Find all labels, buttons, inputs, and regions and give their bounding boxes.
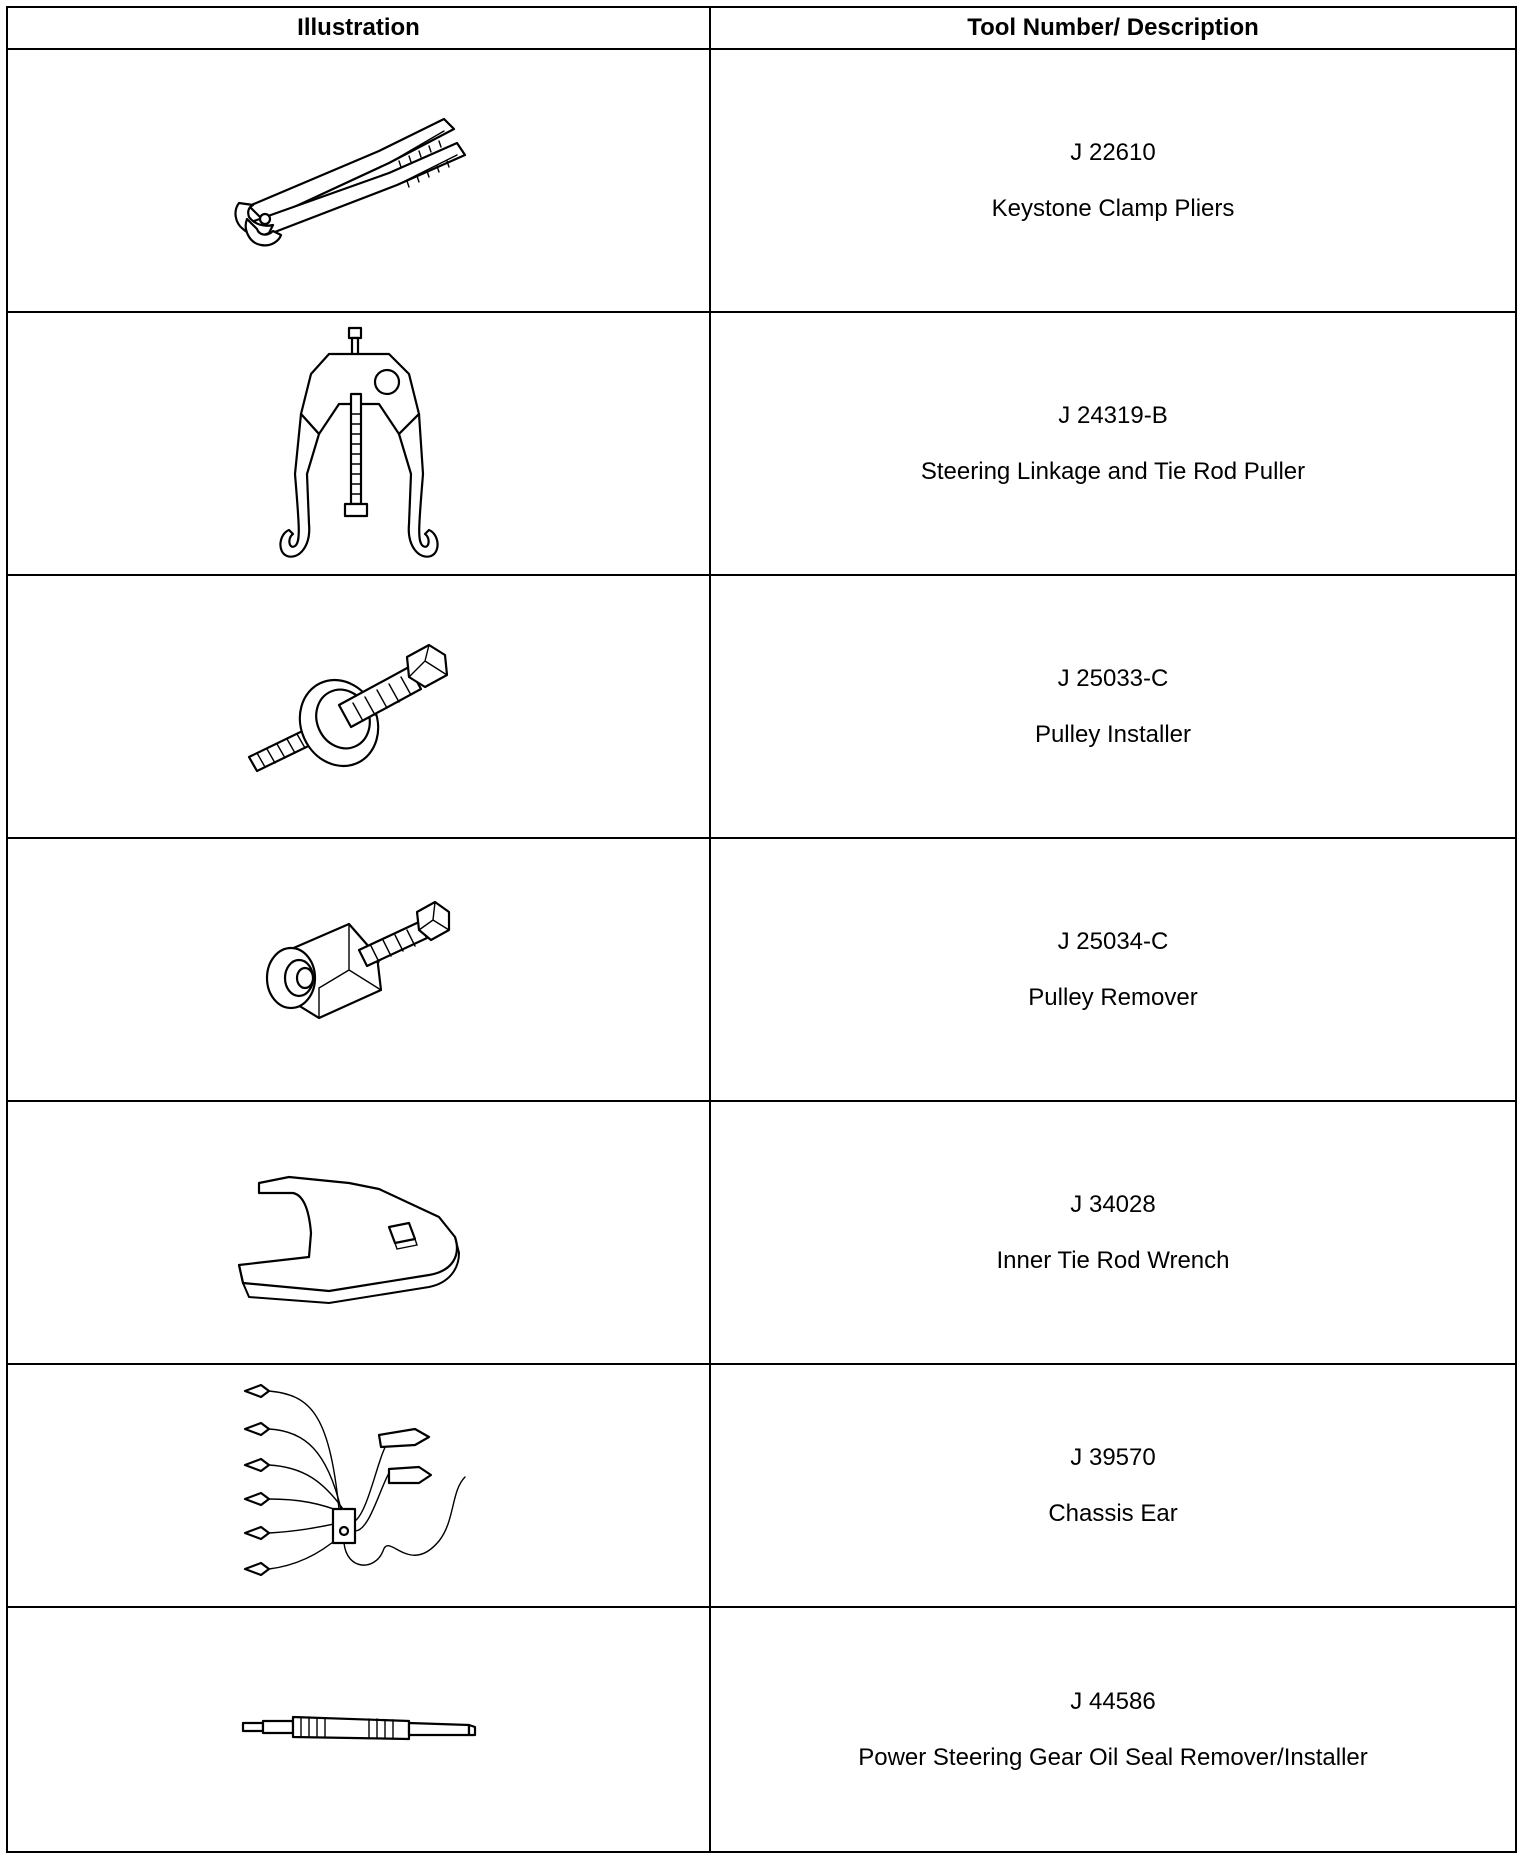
pulley-installer-illustration xyxy=(239,627,479,787)
table-row xyxy=(7,1364,1516,1607)
tool-description: Keystone Clamp Pliers xyxy=(991,194,1235,222)
tool-description: Pulley Installer xyxy=(1034,720,1192,748)
tool-description: Chassis Ear xyxy=(1048,1499,1178,1527)
inner-tie-rod-wrench-illustration xyxy=(229,1153,489,1313)
tool-table xyxy=(6,6,1517,1853)
table-row xyxy=(7,1607,1516,1852)
table-row xyxy=(7,49,1516,312)
tool-number: J 44586 xyxy=(1070,1687,1156,1715)
illustration-cell xyxy=(7,575,710,838)
illustration-header: Illustration xyxy=(7,7,710,49)
tool-description: Inner Tie Rod Wrench xyxy=(996,1246,1230,1274)
chassis-ear-illustration xyxy=(239,1381,479,1591)
table-row xyxy=(7,575,1516,838)
table-row xyxy=(7,312,1516,575)
header-row xyxy=(7,7,1516,49)
description-cell xyxy=(710,1101,1516,1364)
description-header: Tool Number/ Description xyxy=(710,7,1516,49)
description-cell xyxy=(710,1607,1516,1852)
table-row xyxy=(7,1101,1516,1364)
tool-number: J 24319-B xyxy=(1058,401,1168,429)
tool-number: J 25033-C xyxy=(1057,664,1169,692)
tool-description: Pulley Remover xyxy=(1028,983,1198,1011)
tool-number: J 25034-C xyxy=(1057,927,1169,955)
tool-number: J 39570 xyxy=(1070,1443,1156,1471)
tool-description: Power Steering Gear Oil Seal Remover/Installer xyxy=(858,1743,1368,1771)
description-cell xyxy=(710,49,1516,312)
oil-seal-tool-illustration xyxy=(239,1705,479,1755)
tie-rod-puller-illustration xyxy=(259,324,459,564)
description-cell xyxy=(710,575,1516,838)
description-cell xyxy=(710,1364,1516,1607)
table-row xyxy=(7,838,1516,1101)
tool-number: J 34028 xyxy=(1070,1190,1156,1218)
illustration-cell xyxy=(7,312,710,575)
tool-number: J 22610 xyxy=(1070,138,1156,166)
illustration-cell xyxy=(7,49,710,312)
illustration-cell xyxy=(7,1101,710,1364)
illustration-cell xyxy=(7,1364,710,1607)
illustration-cell xyxy=(7,1607,710,1852)
tool-description: Steering Linkage and Tie Rod Puller xyxy=(920,457,1306,485)
description-cell xyxy=(710,838,1516,1101)
description-cell xyxy=(710,312,1516,575)
pulley-remover-illustration xyxy=(249,890,469,1050)
illustration-cell xyxy=(7,838,710,1101)
keystone-clamp-pliers-illustration xyxy=(229,111,489,251)
